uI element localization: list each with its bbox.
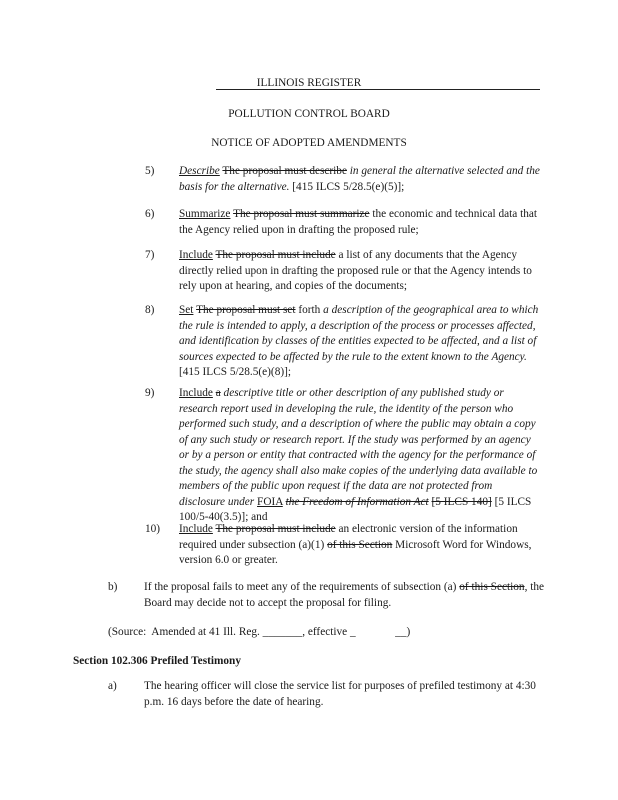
item-number: 5)	[145, 165, 155, 177]
item-number: 9)	[145, 387, 155, 399]
section-subsection-a-text: The hearing officer will close the service list for purposes of prefiled testimony at 4:30 p.m. 16 days before the date of hearing.	[144, 680, 536, 708]
item-6-text: Summarize The proposal must summarize the economic and technical data that the Agency relied upon in drafting the proposed rule;	[179, 208, 538, 236]
subsection-b-text: If the proposal fails to meet any of the requirements of subsection (a) of this Section, the Board may decide not to accept the proposal for filing.	[144, 581, 545, 609]
item-number: 7)	[145, 249, 155, 261]
agency-title: POLLUTION CONTROL BOARD	[228, 108, 390, 120]
header-rule	[216, 89, 540, 90]
item-5-text: Describe The proposal must describe in general the alternative selected and the basis for the alternative. [415 ILCS 5/28.5(e)(5)];	[179, 165, 540, 193]
section-heading: Section 102.306 Prefiled Testimony	[73, 655, 241, 667]
item-7-text: Include The proposal must include a list of any documents that the Agency directly relied upon in drafting the proposed rule or that the Agency intends to rely upon at hearing, and copies of the documents;	[179, 249, 532, 292]
source-note: (Source: Amended at 41 Ill. Reg. _______, effective _ __)	[108, 626, 411, 638]
item-number: 8)	[145, 304, 155, 316]
subsection-label: b)	[108, 581, 118, 593]
register-title: ILLINOIS REGISTER	[256, 77, 362, 89]
notice-title: NOTICE OF ADOPTED AMENDMENTS	[211, 137, 407, 149]
subsection-label: a)	[108, 680, 117, 692]
item-10-text: Include The proposal must include an electronic version of the information required under subsection (a)(1) of this Section Microsoft Word for Windows, version 6.0 or greater.	[179, 523, 532, 566]
item-8-text: Set The proposal must set forth a description of the geographical area to which the rule is intended to apply, a description of the process or processes affected, and identification by classes of the entities expected to be affected, and a list of sources expected to be affected by the rule to the extent known to the Agency. [415 ILCS 5/28.5(e)(8)];	[179, 304, 539, 378]
item-number: 6)	[145, 208, 155, 220]
item-number: 10)	[145, 523, 161, 535]
item-9-text: Include a descriptive title or other description of any published study or research report used in developing the rule, the identity of the person who performed such study, and a description of where the public may obtain a copy of any such study or research report. If the study was performed by an agency or by a person or entity that contracted with the agency for the performance of the study, the agency shall also make copies of the underlying data available to members of the public upon request if the data are not protected from disclosure under FOIA the Freedom of Information Act [5 ILCS 140] [5 ILCS 100/5-40(3.5)]; and	[179, 387, 538, 523]
